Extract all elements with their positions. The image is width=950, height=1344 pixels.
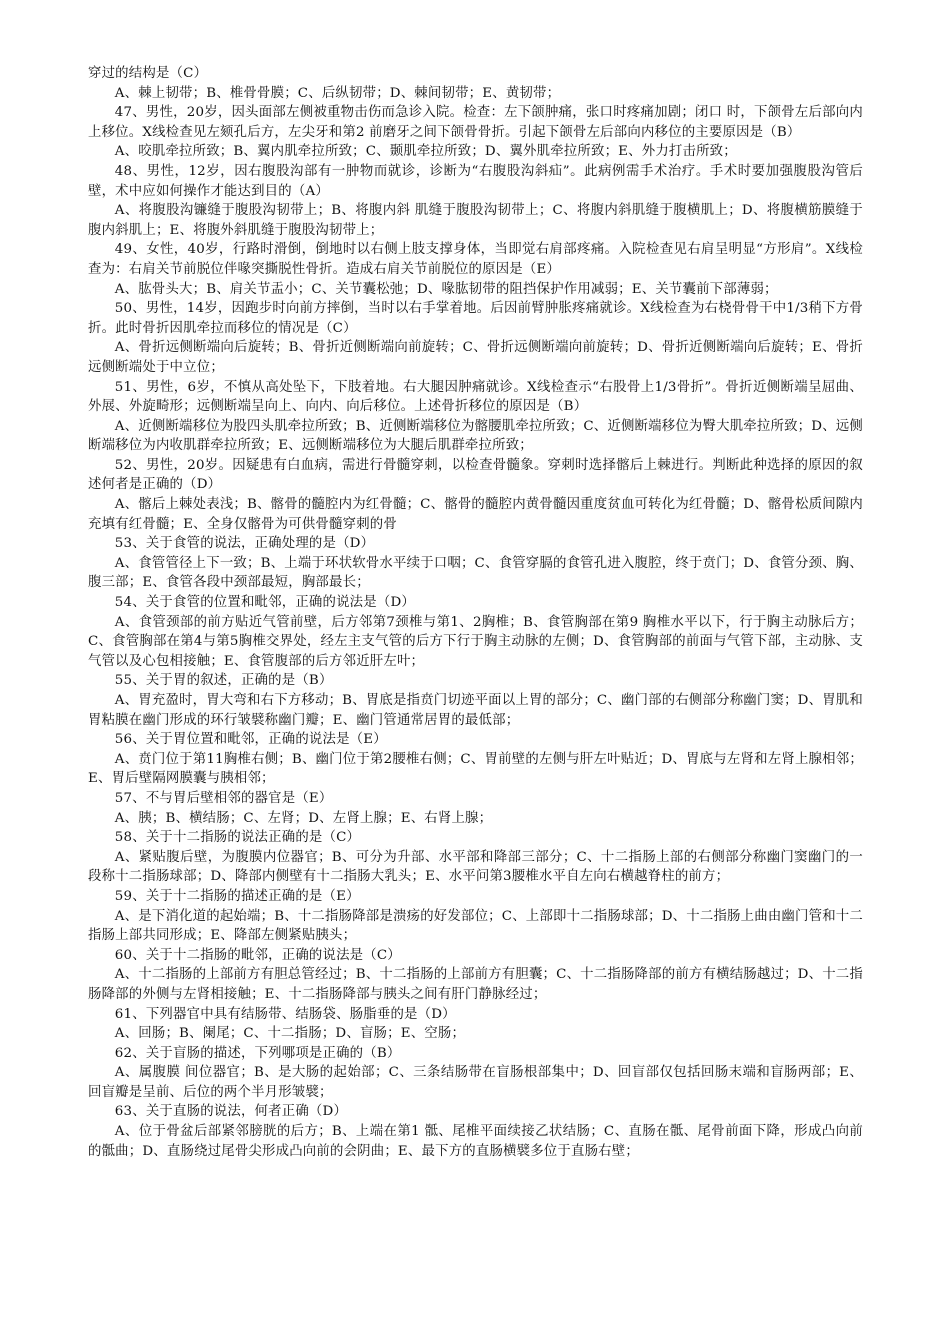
options-46: A、棘上韧带；B、椎骨骨膜；C、后纵韧带；D、棘间韧带；E、黄韧带；	[114, 85, 561, 101]
options-54: A、食管颈部的前方贴近气管前壁，后方邻第7颈椎与第1、2胸椎；B、食管胸部在第9 胸椎水平以下，行于胸主动脉后方；C、食管胸部在第4与第5胸椎交界处，经左主支气管的后方下行于胸主动脉的左侧；D、食管胸部的前面与气管下部，主动脉、支气管以及心包相接触；E、食管腹部的后方邻近肝左叶；	[88, 614, 863, 669]
question-52: 52、男性，20岁。因疑患有白血病，需进行骨髓穿刺，以检查骨髓象。穿刺时选择髂后上棘进行。判断此种选择的原因的叙述何者是正确的（D）	[88, 457, 863, 493]
options-49: A、肱骨头大；B、肩关节盂小；C、关节囊松弛；D、喙肱韧带的阻挡保护作用减弱；E、关节囊前下部薄弱；	[114, 281, 778, 297]
options-58: A、紧贴腹后壁，为腹膜内位器官；B、可分为升部、水平部和降部三部分；C、十二指肠上部的右侧部分称幽门窦幽门的一段称十二指肠球部；D、降部内侧壁有十二指肠大乳头；E、水平问第3腰椎水平自左向右横越脊柱的前方；	[88, 849, 863, 885]
question-49: 49、女性，40岁，行路时滑倒，倒地时以右侧上肢支撑身体，当即觉右肩部疼痛。入院检查见右肩呈明显“方形肩”。X线检查为：右肩关节前脱位伴喙突撕脱性骨折。造成右肩关节前脱位的原因是（E）	[88, 242, 863, 277]
question-56: 56、关于胃位置和毗邻，正确的说法是（E）	[114, 732, 387, 748]
question-54: 54、关于食管的位置和毗邻，正确的说法是（D）	[114, 595, 415, 611]
options-48: A、将腹股沟镰缝于腹股沟韧带上；B、将腹内斜 肌缝于腹股沟韧带上；C、将腹内斜肌缝于腹横肌上；D、将腹横筋膜缝于腹内斜肌上；E、将腹外斜肌缝于腹股沟韧带上；	[88, 203, 863, 238]
question-60: 60、关于十二指肠的毗邻，正确的说法是（C）	[114, 947, 401, 963]
options-59: A、是下消化道的起始端；B、十二指肠降部是溃疡的好发部位；C、上部即十二指肠球部；D、十二指肠上曲由幽门管和十二指肠上部共同形成；E、降部左侧紧贴胰头；	[88, 908, 863, 944]
question-63: 63、关于直肠的说法，何者正确（D）	[114, 1104, 348, 1120]
options-61: A、回肠；B、阑尾；C、十二指肠；D、盲肠；E、空肠；	[114, 1026, 466, 1042]
question-47: 47、男性，20岁，因头面部左侧被重物击伤而急诊入院。检查：左下颌肿痛，张口时疼痛加剧；闭口 时，下颌骨左后部向内上移位。X线检查见左颏孔后方，左尖牙和第2 前磨牙之间下颌骨骨折。引起下颌骨左后部向内移位的主要原因是（B）	[88, 105, 863, 140]
question-48: 48、男性，12岁，因右腹股沟部有一肿物而就诊，诊断为“右腹股沟斜疝”。此病例需手术治疗。手术时要加强腹股沟管后壁，术中应如何操作才能达到目的（A）	[88, 163, 863, 199]
options-57: A、胰；B、横结肠；C、左肾；D、左肾上腺；E、右肾上腺；	[114, 810, 493, 826]
document-page	[88, 64, 863, 1161]
question-51: 51、男性，6岁，不慎从高处坠下，下肢着地。右大腿因肿痛就诊。X线检查示“右股骨上1/3骨折”。骨折近侧断端呈屈曲、外展、外旋畸形；远侧断端呈向上、向内、向后移位。上述骨折移位的原因是（B）	[88, 379, 863, 415]
question-57: 57、不与胃后壁相邻的器官是（E）	[114, 790, 333, 806]
options-52: A、髂后上棘处表浅；B、髂骨的髓腔内为红骨髓；C、髂骨的髓腔内黄骨髓因重度贫血可转化为红骨髓；D、髂骨松质间隙内充填有红骨髓；E、全身仅髂骨为可供骨髓穿刺的骨	[88, 497, 863, 532]
options-60: A、十二指肠的上部前方有胆总管经过；B、十二指肠的上部前方有胆囊；C、十二指肠降部的前方有横结肠越过；D、十二指肠降部的外侧与左肾相接触；E、十二指肠降部与胰头之间有肝门静脉经过；	[88, 967, 863, 1002]
options-56: A、贲门位于第11胸椎右侧；B、幽门位于第2腰椎右侧；C、胃前壁的左侧与肝左叶贴近；D、胃底与左肾和左肾上腺相邻；E、胃后壁隔网膜囊与胰相邻；	[88, 751, 863, 787]
options-63: A、位于骨盆后部紧邻膀胱的后方；B、上端在第1 骶、尾椎平面续接乙状结肠；C、直肠在骶、尾骨前面下降，形成凸向前的骶曲；D、直肠绕过尾骨尖形成凸向前的会阴曲；E、最下方的直肠横襞多位于直肠右壁；	[88, 1124, 863, 1159]
options-55: A、胃充盈时，胃大弯和右下方移动；B、胃底是指贲门切迹平面以上胃的部分；C、幽门部的右侧部分称幽门窦；D、胃肌和胃粘膜在幽门形成的环行皱襞称幽门瓣；E、幽门管通常居胃的最低部；	[88, 693, 863, 728]
options-53: A、食管管径上下一致；B、上端于环状软骨水平续于口咽；C、食管穿膈的食管孔进入腹腔，终于贲门；D、食管分颈、胸、腹三部；E、食管各段中颈部最短，胸部最长；	[88, 555, 863, 591]
question-55: 55、关于胃的叙述，正确的是（B）	[114, 673, 333, 689]
question-62: 62、关于盲肠的描述，下列哪项是正确的（B）	[114, 1045, 401, 1061]
options-47: A、咬肌牵拉所致；B、翼内肌牵拉所致；C、颞肌牵拉所致；D、翼外肌牵拉所致；E、外力打击所致；	[114, 144, 737, 160]
options-51: A、近侧断端移位为股四头肌牵拉所致；B、近侧断端移位为髂腰肌牵拉所致；C、近侧断端移位为臀大肌牵拉所致；D、远侧断端移位为内收肌群牵拉所致；E、远侧断端移位为大腿后肌群牵拉所致；	[88, 418, 863, 454]
question-tail-46: 穿过的结构是（C）	[88, 66, 208, 81]
question-59: 59、关于十二指肠的描述正确的是（E）	[114, 888, 360, 904]
question-50: 50、男性，14岁，因跑步时向前方摔倒，当时以右手掌着地。后因前臂肿胀疼痛就诊。X线检查为右桡骨骨干中1/3稍下方骨折。此时骨折因肌牵拉而移位的情况是（C）	[88, 301, 863, 336]
question-61: 61、下列器官中具有结肠带、结肠袋、肠脂垂的是（D）	[114, 1006, 456, 1022]
options-62: A、属腹膜 间位器官；B、是大肠的起始部；C、三条结肠带在盲肠根部集中；D、回盲部仅包括回肠末端和盲肠两部；E、回盲瓣是呈前、后位的两个半月形皱襞；	[88, 1065, 863, 1100]
options-50: A、骨折远侧断端向后旋转；B、骨折近侧断端向前旋转；C、骨折远侧断端向前旋转；D、骨折近侧断端向后旋转；E、骨折远侧断端处于中立位；	[88, 340, 863, 375]
question-53: 53、关于食管的说法，正确处理的是（D）	[114, 536, 375, 552]
question-58: 58、关于十二指肠的说法正确的是（C）	[114, 830, 361, 846]
